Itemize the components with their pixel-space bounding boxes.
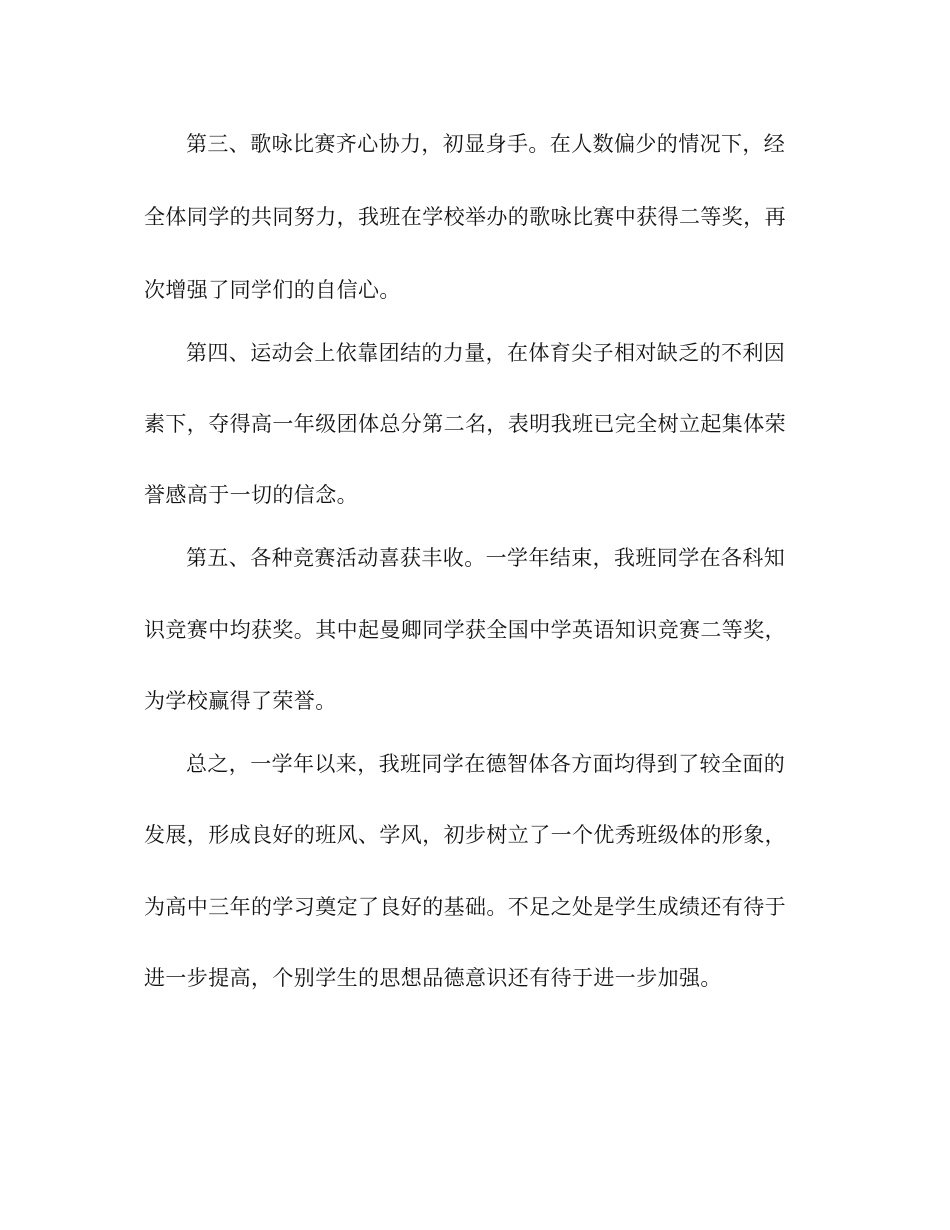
paragraph-4-line-1: 总之，一学年以来，我班同学在德智体各方面均得到了较全面的 (186, 752, 786, 776)
paragraph-3-line-2: 识竞赛中均获奖。其中起曼卿同学获全国中学英语知识竞赛二等奖， (144, 618, 786, 642)
paragraph-2-line-2: 素下，夺得高一年级团体总分第二名，表明我班已完全树立起集体荣 (144, 412, 786, 436)
paragraph-4-line-2: 发展，形成良好的班风、学风，初步树立了一个优秀班级体的形象， (144, 823, 786, 847)
paragraph-3-line-3: 为学校赢得了荣誉。 (144, 689, 337, 713)
paragraph-1-line-2: 全体同学的共同努力，我班在学校举办的歌咏比赛中获得二等奖，再 (144, 205, 786, 229)
paragraph-4-line-4: 进一步提高，个别学生的思想品德意识还有待于进一步加强。 (144, 966, 722, 990)
paragraph-2-line-1: 第四、运动会上依靠团结的力量，在体育尖子相对缺乏的不利因 (186, 341, 786, 365)
paragraph-4-line-3: 为高中三年的学习奠定了良好的基础。不足之处是学生成绩还有待于 (144, 895, 786, 919)
paragraph-2-line-3: 誉感高于一切的信念。 (144, 483, 358, 507)
paragraph-1-line-3: 次增强了同学们的自信心。 (144, 278, 401, 302)
paragraph-1-line-1: 第三、歌咏比赛齐心协力，初显身手。在人数偏少的情况下，经 (186, 132, 786, 156)
paragraph-3-line-1: 第五、各种竞赛活动喜获丰收。一学年结束，我班同学在各科知 (186, 546, 786, 570)
